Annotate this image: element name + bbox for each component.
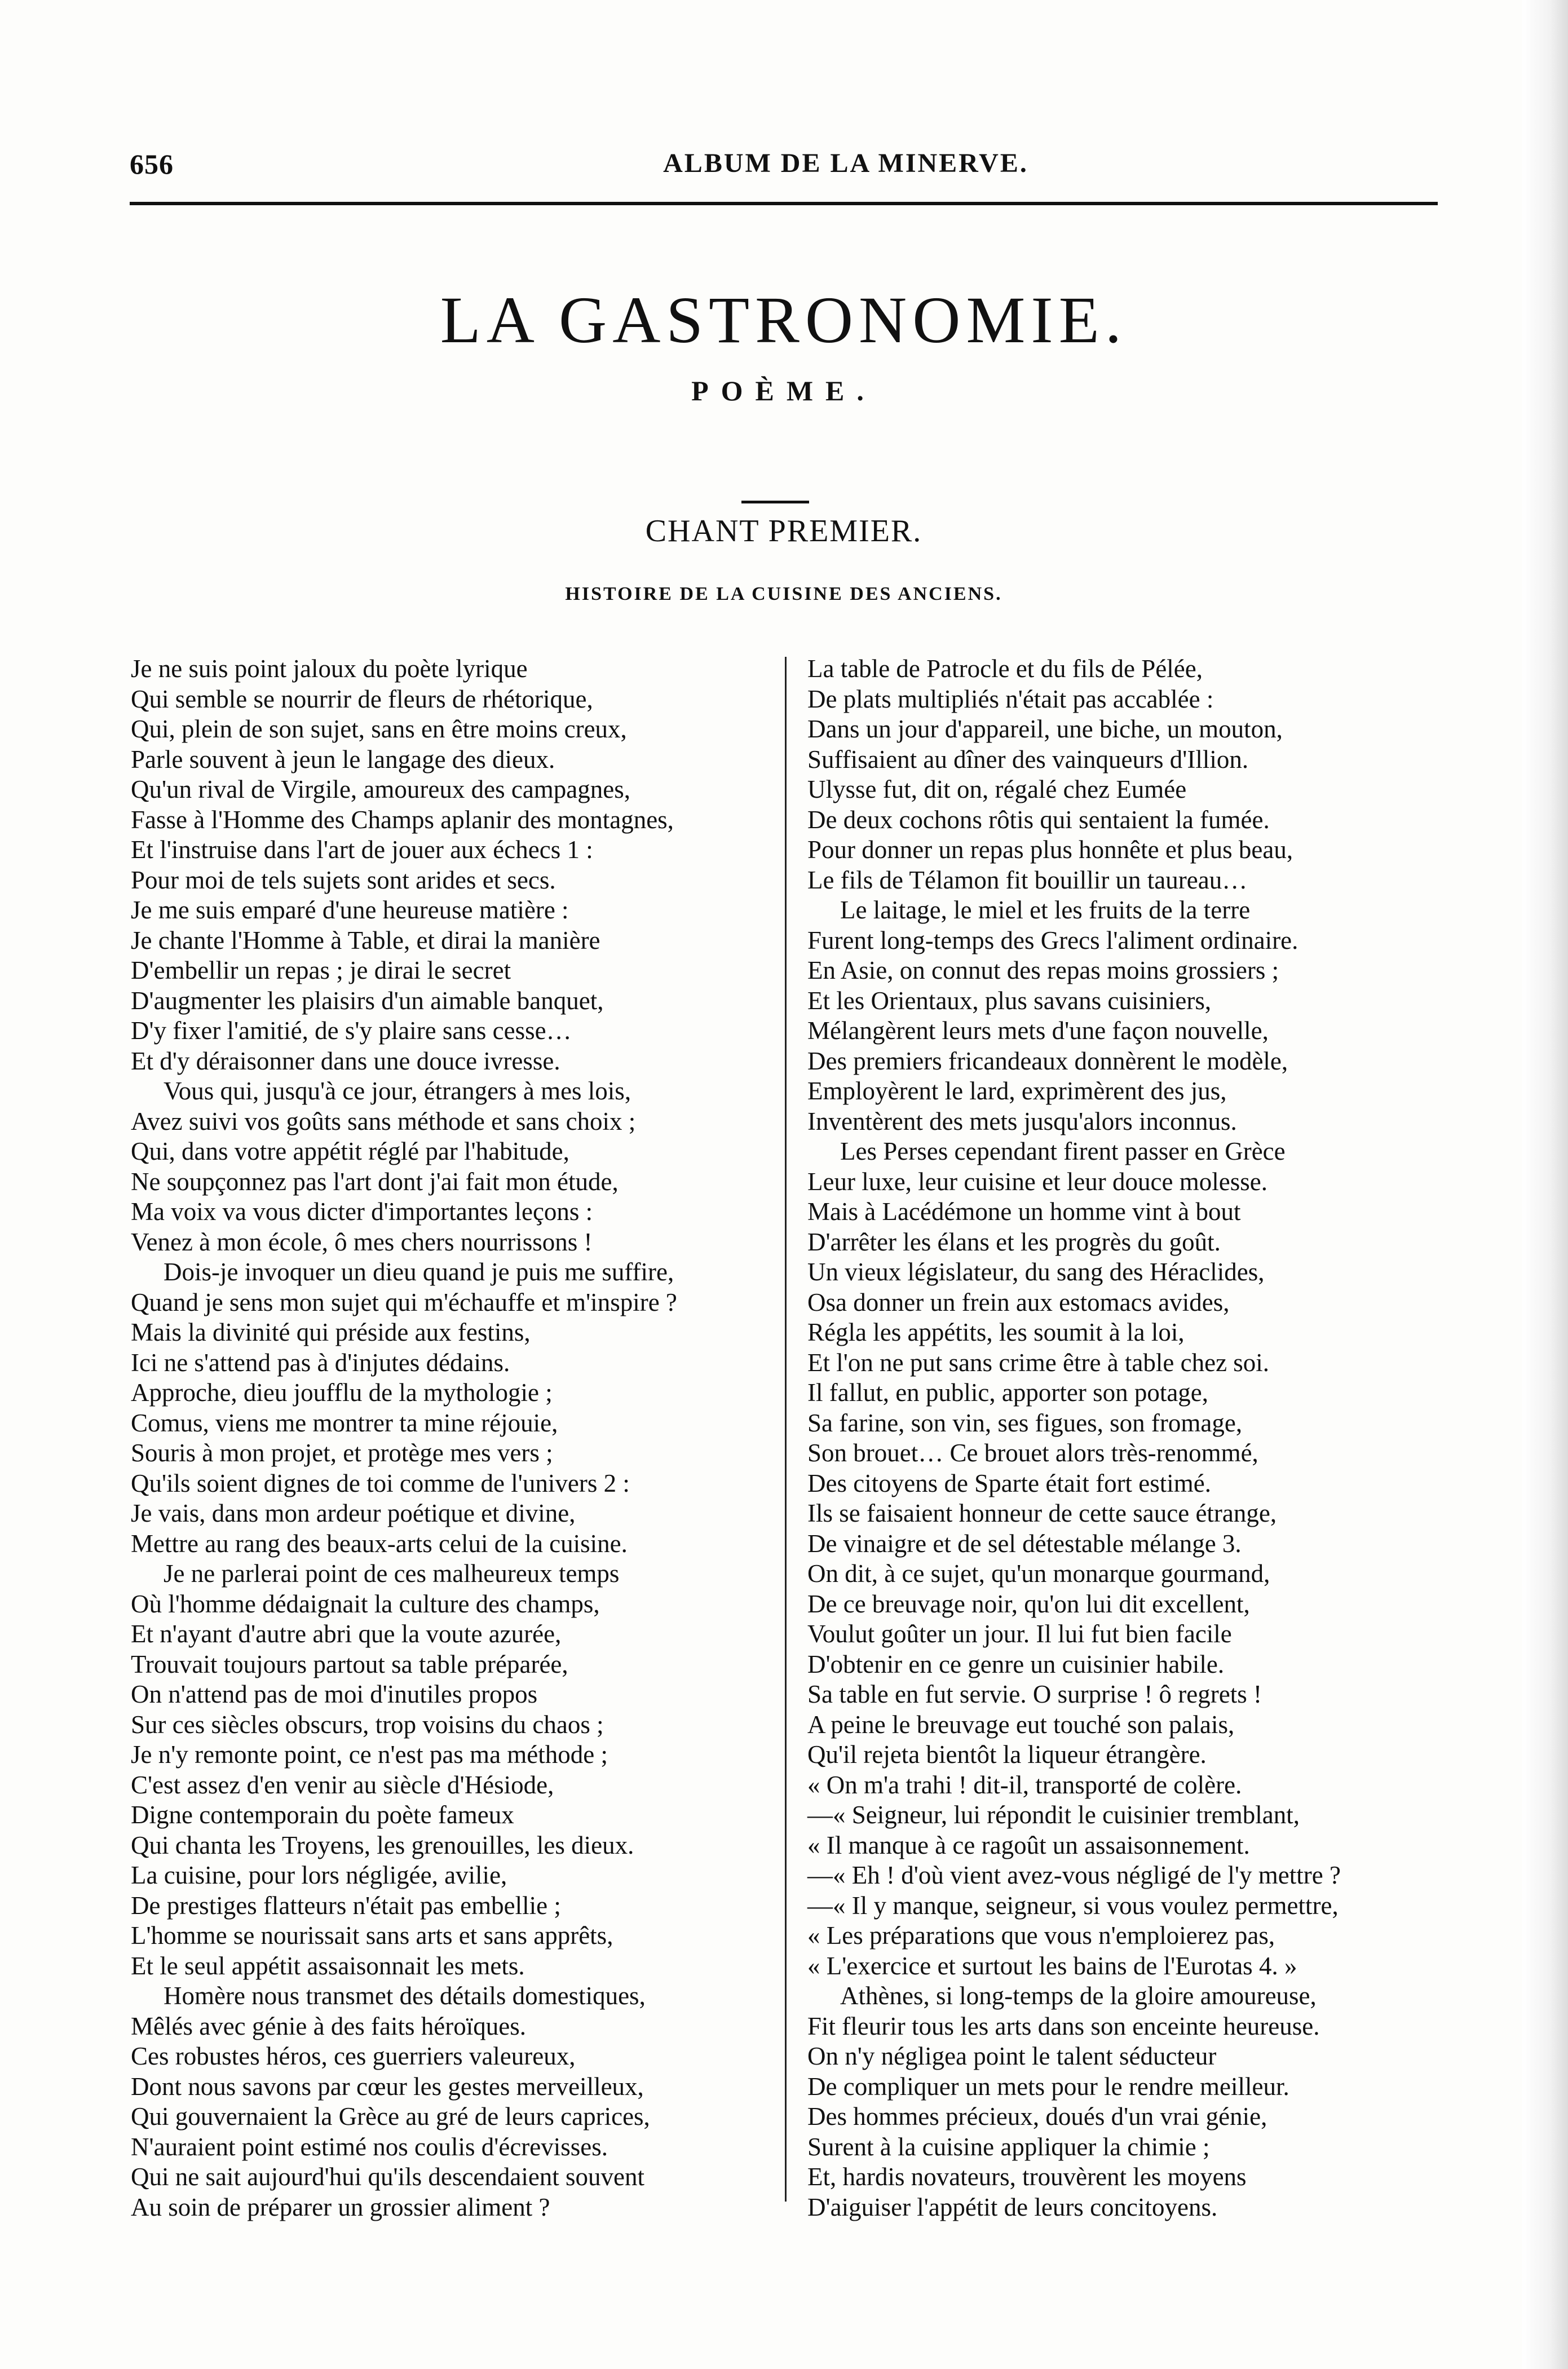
verse-line: Qu'il rejeta bientôt la liqueur étrangère.: [807, 1740, 1207, 1769]
verse-line: —« Eh ! d'où vient avez-vous négligé de l'y mettre ?: [807, 1861, 1341, 1889]
verse-line: Et l'on ne put sans crime être à table chez soi.: [807, 1348, 1270, 1377]
verse-line: D'arrêter les élans et les progrès du goût.: [807, 1227, 1221, 1256]
verse-line: Les Perses cependant firent passer en Grèce: [840, 1137, 1286, 1165]
verse-line: Qui, dans votre appétit réglé par l'habitude,: [131, 1137, 569, 1165]
verse-line: Et les Orientaux, plus savans cuisiniers,: [807, 986, 1212, 1015]
page-number: 656: [130, 148, 174, 180]
verse-line: Qui ne sait aujourd'hui qu'ils descendaient souvent: [131, 2163, 645, 2191]
verse-line: Trouvait toujours partout sa table préparée,: [131, 1650, 568, 1678]
verse-line: Fasse à l'Homme des Champs aplanir des montagnes,: [131, 805, 674, 834]
verse-line: Dont nous savons par cœur les gestes merveilleux,: [131, 2072, 644, 2101]
verse-line: Et, hardis novateurs, trouvèrent les moyens: [807, 2163, 1247, 2191]
verse-line: Des hommes précieux, doués d'un vrai génie,: [807, 2102, 1267, 2131]
verse-line: Au soin de préparer un grossier aliment ?: [131, 2193, 550, 2221]
header-rule: [130, 202, 1438, 205]
verse-line: Ne soupçonnez pas l'art dont j'ai fait mon étude,: [131, 1167, 619, 1196]
verse-line: D'obtenir en ce genre un cuisinier habile.: [807, 1650, 1225, 1678]
verse-line: La table de Patrocle et du fils de Pélée,: [807, 655, 1203, 683]
verse-line: De compliquer un mets pour le rendre meilleur.: [807, 2072, 1289, 2101]
verse-line: Approche, dieu joufflu de la mythologie ;: [131, 1378, 553, 1407]
verse-line: Mais la divinité qui préside aux festins,: [131, 1318, 531, 1346]
verse-line: Mêlés avec génie à des faits héroïques.: [131, 2012, 526, 2040]
verse-line: Qu'un rival de Virgile, amoureux des campagnes,: [131, 775, 631, 803]
column-divider: [785, 657, 787, 2202]
verse-line: D'augmenter les plaisirs d'un aimable banquet,: [131, 986, 604, 1015]
verse-line: De ce breuvage noir, qu'on lui dit excellent,: [807, 1589, 1250, 1618]
verse-line: Parle souvent à jeun le langage des dieux.: [131, 745, 555, 774]
verse-line: Ils se faisaient honneur de cette sauce étrange,: [807, 1499, 1277, 1527]
section-heading: HISTOIRE DE LA CUISINE DES ANCIENS.: [565, 584, 1002, 604]
verse-line: Qu'ils soient dignes de toi comme de l'univers 2 :: [131, 1469, 630, 1497]
verse-line: Je me suis emparé d'une heureuse matière :: [131, 896, 569, 924]
verse-line: Avez suivi vos goûts sans méthode et sans choix ;: [131, 1107, 636, 1135]
verse-line: Et n'ayant d'autre abri que la voute azurée,: [131, 1620, 562, 1648]
verse-line: Ici ne s'attend pas à d'injutes dédains.: [131, 1348, 510, 1377]
verse-line: On n'attend pas de moi d'inutiles propos: [131, 1680, 538, 1708]
verse-line: Qui chanta les Troyens, les grenouilles, les dieux.: [131, 1831, 634, 1859]
verse-line: On dit, à ce sujet, qu'un monarque gourmand,: [807, 1559, 1270, 1588]
page-edge-shadow: [1522, 0, 1568, 2369]
verse-line: Il fallut, en public, apporter son potage,: [807, 1378, 1209, 1407]
verse-line: Dois-je invoquer un dieu quand je puis me suffire,: [164, 1258, 674, 1286]
verse-line: On n'y négligea point le talent séducteur: [807, 2042, 1217, 2070]
verse-line: Souris à mon projet, et protège mes vers ;: [131, 1439, 553, 1467]
verse-line: Un vieux législateur, du sang des Héraclides,: [807, 1258, 1265, 1286]
verse-line: En Asie, on connut des repas moins grossiers ;: [807, 956, 1279, 984]
left-column: [131, 654, 779, 2222]
verse-line: —« Seigneur, lui répondit le cuisinier tremblant,: [807, 1801, 1300, 1829]
verse-line: Je n'y remonte point, ce n'est pas ma méthode ;: [131, 1740, 608, 1769]
verse-line: Où l'homme dédaignait la culture des champs,: [131, 1589, 600, 1618]
verse-line: Régla les appétits, les soumit à la loi,: [807, 1318, 1185, 1346]
poem-subtitle: POÈME.: [691, 375, 876, 406]
verse-line: Qui gouvernaient la Grèce au gré de leurs caprices,: [131, 2102, 650, 2131]
verse-line: C'est assez d'en venir au siècle d'Hésiode,: [131, 1770, 554, 1799]
verse-line: Et d'y déraisonner dans une douce ivresse.: [131, 1046, 560, 1075]
verse-line: Je chante l'Homme à Table, et dirai la manière: [131, 926, 600, 954]
verse-line: D'aiguiser l'appétit de leurs concitoyens.: [807, 2193, 1218, 2221]
verse-line: Quand je sens mon sujet qui m'échauffe et m'inspire ?: [131, 1288, 677, 1316]
verse-line: Fit fleurir tous les arts dans son enceinte heureuse.: [807, 2012, 1320, 2040]
verse-line: D'y fixer l'amitié, de s'y plaire sans cesse…: [131, 1016, 572, 1045]
verse-line: Digne contemporain du poète fameux: [131, 1801, 514, 1829]
verse-line: Comus, viens me montrer ta mine réjouie,: [131, 1408, 558, 1437]
verse-line: Ulysse fut, dit on, régalé chez Eumée: [807, 775, 1187, 803]
verse-line: Je ne parlerai point de ces malheureux temps: [164, 1559, 620, 1588]
verse-line: Le laitage, le miel et les fruits de la terre: [840, 896, 1251, 924]
verse-line: Son brouet… Ce brouet alors très-renommé,: [807, 1439, 1258, 1467]
verse-line: N'auraient point estimé nos coulis d'écrevisses.: [131, 2132, 608, 2161]
verse-line: De plats multipliés n'était pas accablée :: [807, 684, 1214, 713]
verse-line: Surent à la cuisine appliquer la chimie ;: [807, 2132, 1210, 2161]
verse-line: De deux cochons rôtis qui sentaient la fumée.: [807, 805, 1270, 834]
right-column: [807, 654, 1450, 2222]
verse-line: Le fils de Télamon fit bouillir un taureau…: [807, 865, 1248, 894]
verse-line: Ma voix va vous dicter d'importantes leçons :: [131, 1197, 593, 1226]
running-title: ALBUM DE LA MINERVE.: [663, 148, 1028, 178]
verse-line: —« Il y manque, seigneur, si vous voulez permettre,: [807, 1891, 1339, 1920]
verse-line: L'homme se nourissait sans arts et sans apprêts,: [131, 1921, 613, 1950]
verse-line: « On m'a trahi ! dit-il, transporté de colère.: [807, 1770, 1242, 1799]
verse-line: Suffisaient au dîner des vainqueurs d'Illion.: [807, 745, 1249, 774]
verse-line: Osa donner un frein aux estomacs avides,: [807, 1288, 1230, 1316]
verse-line: « Les préparations que vous n'emploierez pas,: [807, 1921, 1275, 1950]
verse-line: Mélangèrent leurs mets d'une façon nouvelle,: [807, 1016, 1269, 1045]
poem-title: LA GASTRONOMIE.: [440, 283, 1128, 357]
verse-line: Athènes, si long-temps de la gloire amoureuse,: [840, 1982, 1317, 2010]
verse-line: Ces robustes héros, ces guerriers valeureux,: [131, 2042, 576, 2070]
page-header: [130, 148, 1438, 193]
verse-line: « Il manque à ce ragoût un assaisonnement.: [807, 1831, 1250, 1859]
verse-line: Qui, plein de son sujet, sans en être moins creux,: [131, 715, 627, 743]
verse-line: La cuisine, pour lors négligée, avilie,: [131, 1861, 507, 1889]
verse-line: Je ne suis point jaloux du poète lyrique: [131, 655, 528, 683]
verse-line: Inventèrent des mets jusqu'alors inconnus.: [807, 1107, 1237, 1135]
verse-line: De prestiges flatteurs n'était pas embellie ;: [131, 1891, 561, 1920]
verse-line: Pour moi de tels sujets sont arides et secs.: [131, 865, 556, 894]
verse-line: Dans un jour d'appareil, une biche, un mouton,: [807, 715, 1283, 743]
verse-line: Sa table en fut servie. O surprise ! ô regrets !: [807, 1680, 1262, 1708]
verse-line: Furent long-temps des Grecs l'aliment ordinaire.: [807, 926, 1298, 954]
verse-line: Des premiers fricandeaux donnèrent le modèle,: [807, 1046, 1288, 1075]
verse-line: De vinaigre et de sel détestable mélange 3.: [807, 1529, 1242, 1558]
title-divider: [741, 501, 809, 503]
verse-line: Je vais, dans mon ardeur poétique et divine,: [131, 1499, 576, 1527]
verse-line: Voulut goûter un jour. Il lui fut bien facile: [807, 1620, 1232, 1648]
verse-line: Mais à Lacédémone un homme vint à bout: [807, 1197, 1241, 1226]
verse-line: Employèrent le lard, exprimèrent des jus,: [807, 1077, 1227, 1105]
verse-line: Et le seul appétit assaisonnait les mets.: [131, 1951, 525, 1980]
verse-line: Homère nous transmet des détails domestiques,: [164, 1982, 646, 2010]
verse-line: Venez à mon école, ô mes chers nourrissons !: [131, 1227, 593, 1256]
verse-line: « L'exercice et surtout les bains de l'Eurotas 4. »: [807, 1951, 1297, 1980]
verse-line: Et l'instruise dans l'art de jouer aux échecs 1 :: [131, 836, 593, 864]
chant-heading: CHANT PREMIER.: [645, 514, 922, 549]
verse-line: Sur ces siècles obscurs, trop voisins du chaos ;: [131, 1710, 604, 1739]
verse-line: Qui semble se nourrir de fleurs de rhétorique,: [131, 684, 593, 713]
verse-line: Vous qui, jusqu'à ce jour, étrangers à mes lois,: [164, 1077, 631, 1105]
verse-line: Leur luxe, leur cuisine et leur douce molesse.: [807, 1167, 1267, 1196]
verse-line: Pour donner un repas plus honnête et plus beau,: [807, 836, 1293, 864]
verse-line: A peine le breuvage eut touché son palais,: [807, 1710, 1235, 1739]
verse-line: Des citoyens de Sparte était fort estimé.: [807, 1469, 1212, 1497]
verse-line: D'embellir un repas ; je dirai le secret: [131, 956, 511, 984]
verse-line: Sa farine, son vin, ses figues, son fromage,: [807, 1408, 1243, 1437]
verse-line: Mettre au rang des beaux-arts celui de la cuisine.: [131, 1529, 628, 1558]
